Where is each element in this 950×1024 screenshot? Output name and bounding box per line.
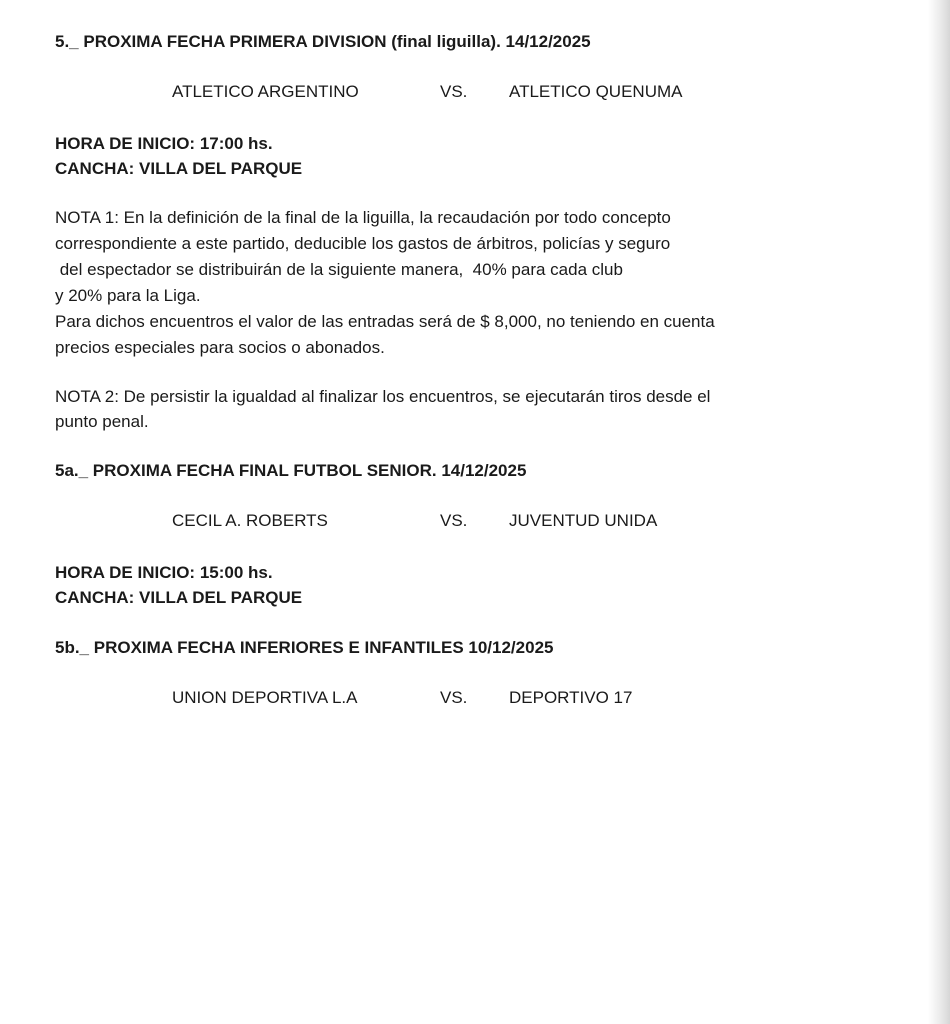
section-5-start-time: HORA DE INICIO: 17:00 hs. bbox=[55, 134, 273, 153]
section-5a-start-time: HORA DE INICIO: 15:00 hs. bbox=[55, 563, 273, 582]
section-5a-heading: 5a._ PROXIMA FECHA FINAL FUTBOL SENIOR. 14/12/2025 bbox=[55, 461, 527, 480]
nota-2-line: punto penal. bbox=[55, 412, 149, 431]
nota-1-line: del espectador se distribuirán de la siguiente manera, 40% para cada club bbox=[55, 260, 623, 279]
section-5-heading: 5._ PROXIMA FECHA PRIMERA DIVISION (final liguilla). 14/12/2025 bbox=[55, 32, 591, 51]
section-5b-heading: 5b._ PROXIMA FECHA INFERIORES E INFANTILES 10/12/2025 bbox=[55, 638, 554, 657]
match-5b-away-team: DEPORTIVO 17 bbox=[509, 688, 633, 707]
nota-1-line: precios especiales para socios o abonados. bbox=[55, 338, 385, 357]
match-5a-away-team: JUVENTUD UNIDA bbox=[509, 511, 658, 530]
nota-1-line: correspondiente a este partido, deducible los gastos de árbitros, policías y seguro bbox=[55, 234, 671, 253]
section-5a-field: CANCHA: VILLA DEL PARQUE bbox=[55, 588, 303, 607]
section-5-field: CANCHA: VILLA DEL PARQUE bbox=[55, 159, 303, 178]
match-5a-vs: VS. bbox=[440, 511, 468, 530]
match-5-vs: VS. bbox=[440, 82, 468, 101]
nota-1-line: Para dichos encuentros el valor de las entradas será de $ 8,000, no teniendo en cuenta bbox=[55, 312, 715, 331]
page-edge-shadow bbox=[928, 0, 950, 1024]
nota-1-line: y 20% para la Liga. bbox=[55, 286, 201, 305]
nota-2-line: NOTA 2: De persistir la igualdad al finalizar los encuentros, se ejecutarán tiros desde el bbox=[55, 387, 711, 406]
match-5-home-team: ATLETICO ARGENTINO bbox=[172, 82, 359, 101]
match-5-away-team: ATLETICO QUENUMA bbox=[509, 82, 683, 101]
match-5a-home-team: CECIL A. ROBERTS bbox=[172, 511, 328, 530]
match-5b-home-team: UNION DEPORTIVA L.A bbox=[172, 688, 358, 707]
match-5b-vs: VS. bbox=[440, 688, 468, 707]
nota-1-line: NOTA 1: En la definición de la final de la liguilla, la recaudación por todo concepto bbox=[55, 208, 671, 227]
